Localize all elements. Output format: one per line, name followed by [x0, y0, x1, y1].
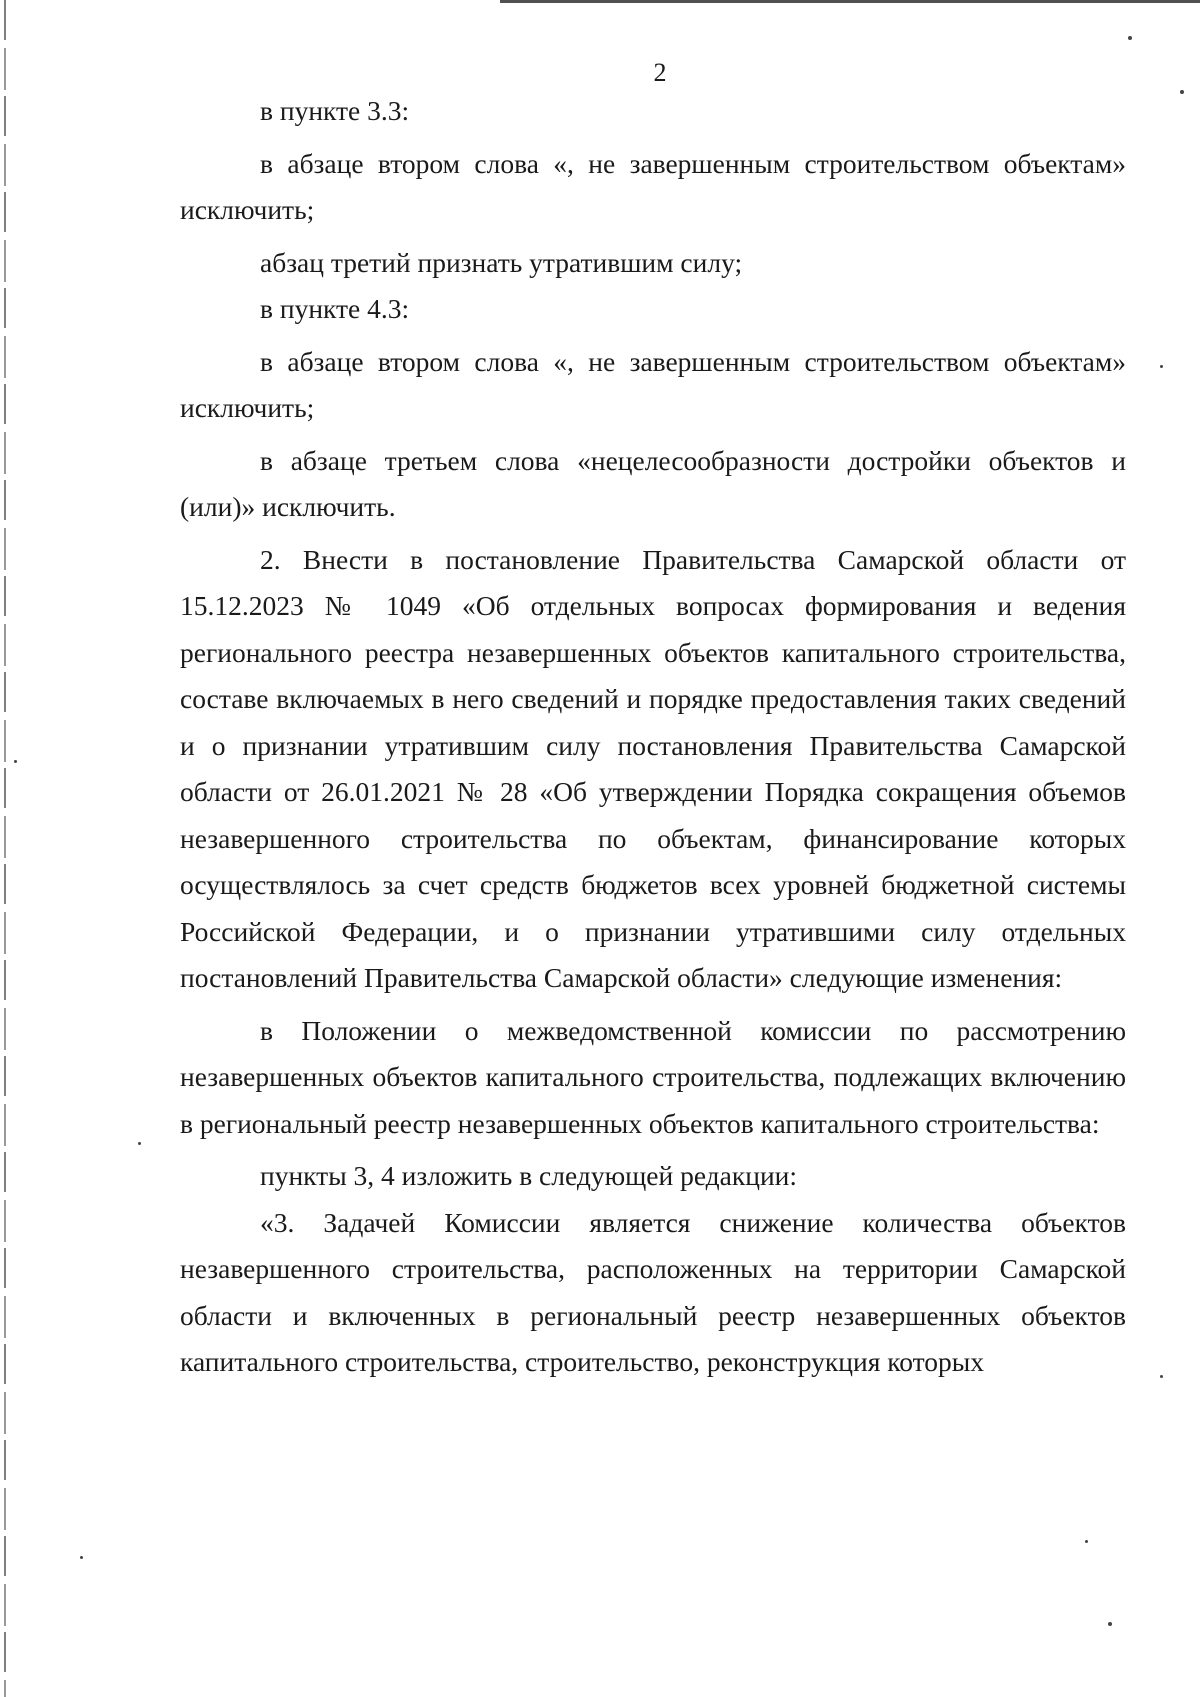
page-number: 2 [653, 58, 667, 87]
scan-speck [1108, 1622, 1112, 1626]
paragraph: в пункте 3.3: [260, 95, 410, 126]
paragraph: в абзаце втором слова «, не завершенным строительством объектам» исключить; [180, 147, 1126, 225]
scan-speck [1160, 1375, 1163, 1378]
paragraph: в Положении о межведомственной комиссии по рассмотрению незавершенных объектов капитального строительства, подлежащих включению в региональный реестр незавершенных объектов капитального строительства: [180, 1014, 1126, 1139]
document-body [180, 88, 1126, 1386]
paragraph: в абзаце втором слова «, не завершенным строительством объектам» исключить; [180, 345, 1126, 423]
scan-speck [14, 760, 17, 763]
paragraph: «3. Задачей Комиссии является снижение количества объектов незавершенного строительства, расположенных на территории Самарской области и включенных в региональный реестр незавершенных объектов капитального строительства, строительство, реконструкция которых [180, 1206, 1126, 1377]
scan-speck [80, 1556, 83, 1559]
scan-edge-top [500, 0, 1200, 3]
scan-speck [1085, 1540, 1088, 1543]
paragraph: в абзаце третьем слова «нецелесообразности достройки объектов и (или)» исключить. [180, 444, 1126, 522]
scan-speck [138, 1142, 141, 1145]
scan-speck [1128, 36, 1132, 40]
paragraph: в пункте 4.3: [260, 293, 410, 324]
scan-speck [1180, 90, 1184, 94]
scan-edge-left [4, 0, 6, 1697]
scan-speck [1160, 365, 1163, 368]
paragraph: пункты 3, 4 изложить в следующей редакции: [260, 1160, 798, 1191]
paragraph: 2. Внести в постановление Правительства Самарской области от 15.12.2023 № 1049 «Об отдельных вопросах формирования и ведения регионального реестра незавершенных объектов капитального строительства, составе включаемых в него сведений и порядке предоставления таких сведений и о признании утратившим силу постановления Правительства Самарской области от 26.01.2021 № 28 «Об утверждении Порядка сокращения объемов незавершенного строительства по объектам, финансирование которых осуществлялось за счет средств бюджетов всех уровней бюджетной системы Российской Федерации, и о признании утратившими силу отдельных постановлений Правительства Самарской области» следующие изменения: [180, 543, 1126, 993]
paragraph: абзац третий признать утратившим силу; [260, 246, 743, 278]
